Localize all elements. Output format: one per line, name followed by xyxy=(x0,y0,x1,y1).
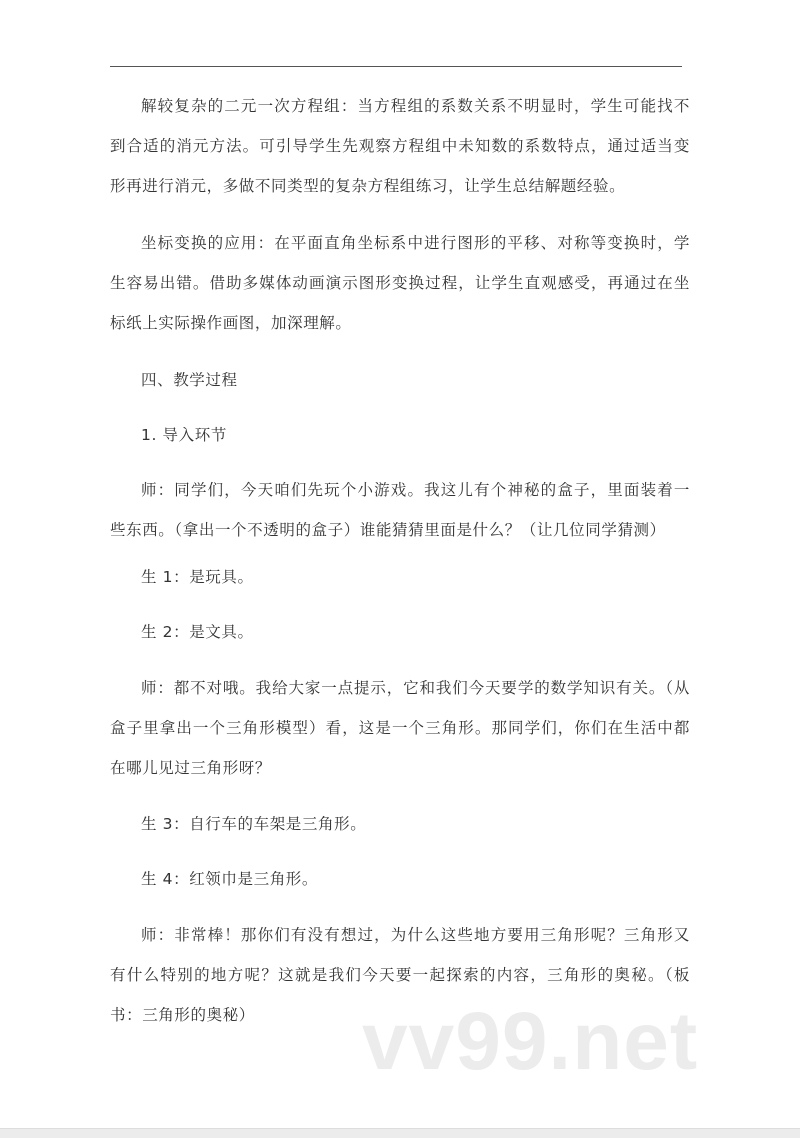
paragraph-line: 在哪儿见过三角形呀？ xyxy=(110,759,272,777)
paragraph-line: 1. 导入环节 xyxy=(141,426,227,444)
watermark: vv99.net xyxy=(362,996,699,1087)
paragraph-line: 坐标变换的应用：在平面直角坐标系中进行图形的平移、对称等变换时，学 xyxy=(141,234,690,252)
paragraph-line: 生 3：自行车的车架是三角形。 xyxy=(141,815,367,833)
paragraph-line: 解较复杂的二元一次方程组：当方程组的系数关系不明显时，学生可能找不 xyxy=(141,97,690,115)
paragraph-line: 生容易出错。借助多媒体动画演示图形变换过程，让学生直观感受，再通过在坐 xyxy=(110,274,690,292)
paragraph-line: 形再进行消元，多做不同类型的复杂方程组练习，让学生总结解题经验。 xyxy=(110,177,626,195)
paragraph-line: 书：三角形的奥秘） xyxy=(110,1006,255,1024)
paragraph-line: 四、教学过程 xyxy=(141,371,238,389)
paragraph-line: 些东西。（拿出一个不透明的盒子）谁能猜猜里面是什么？（让几位同学猜测） xyxy=(110,521,666,539)
paragraph-line: 生 2：是文具。 xyxy=(141,623,254,641)
paragraph-line: 有什么特别的地方呢？这就是我们今天要一起探索的内容，三角形的奥秘。（板 xyxy=(110,966,690,984)
paragraph-line: 师：同学们，今天咱们先玩个小游戏。我这儿有个神秘的盒子，里面装着一 xyxy=(141,481,690,499)
paragraph-line: 生 1：是玩具。 xyxy=(141,568,254,586)
paragraph-line: 盒子里拿出一个三角形模型）看，这是一个三角形。那同学们，你们在生活中都 xyxy=(110,719,690,737)
header-rule xyxy=(110,66,682,67)
paragraph-line: 师：都不对哦。我给大家一点提示，它和我们今天要学的数学知识有关。（从 xyxy=(141,679,690,697)
paragraph-line: 到合适的消元方法。可引导学生先观察方程组中未知数的系数特点，通过适当变 xyxy=(110,137,690,155)
paragraph-line: 标纸上实际操作画图，加深理解。 xyxy=(110,314,352,332)
paragraph-line: 生 4：红领巾是三角形。 xyxy=(141,870,318,888)
paragraph-line: 师：非常棒！那你们有没有想过，为什么这些地方要用三角形呢？三角形又 xyxy=(141,926,690,944)
